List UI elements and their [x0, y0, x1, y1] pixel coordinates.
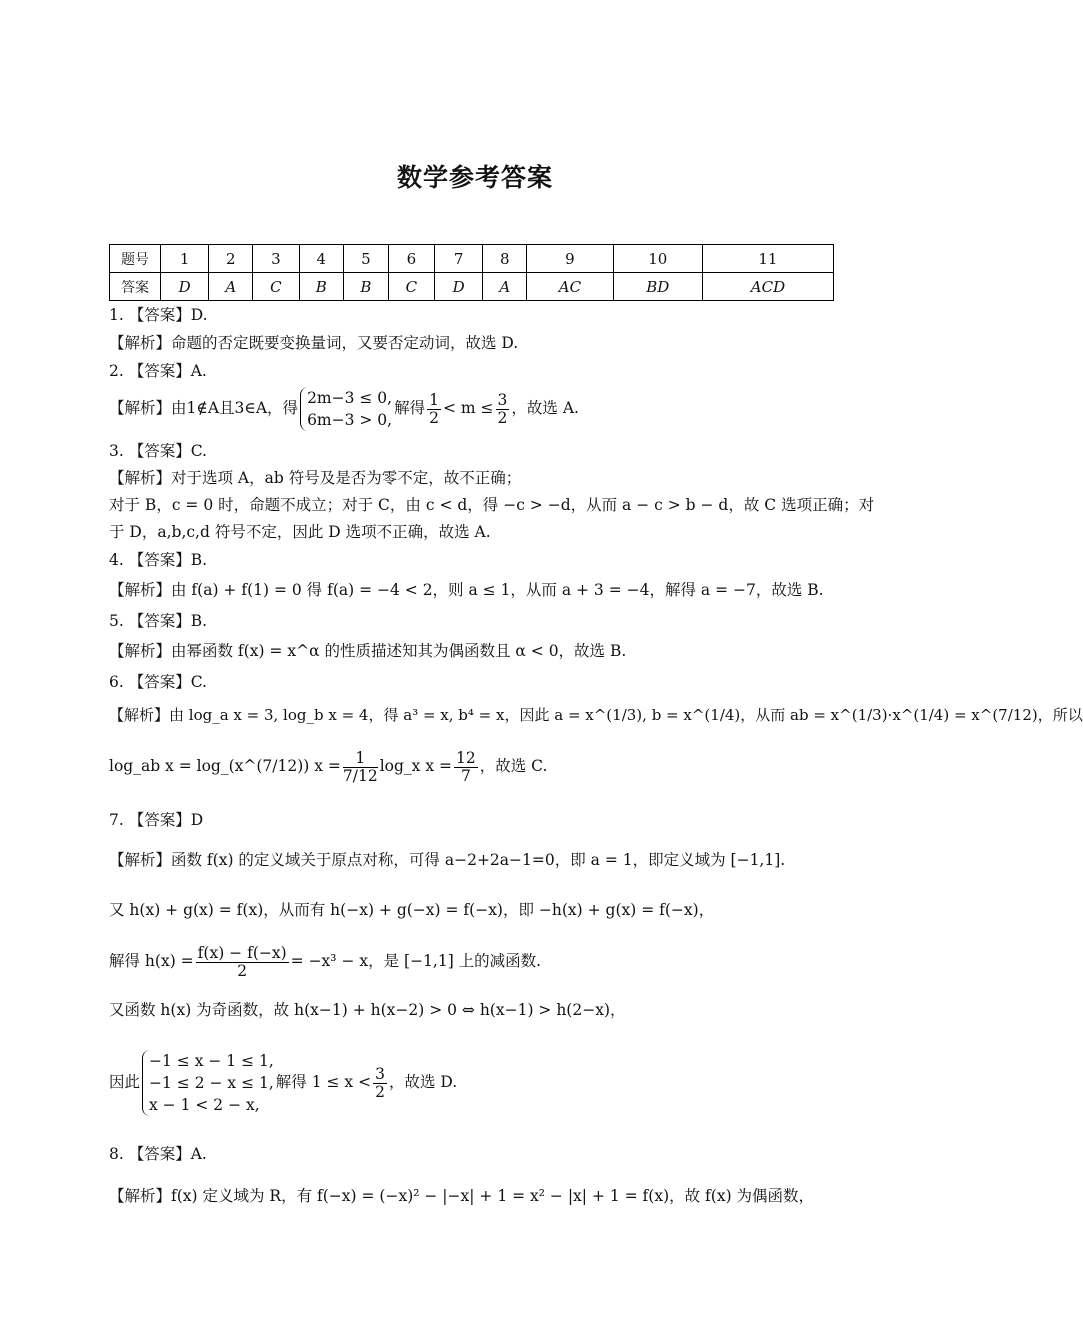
denominator: 2: [375, 1082, 385, 1101]
solution-line-3c: 于 D，a,b,c,d 符号不定，因此 D 选项不正确，故选 A.: [109, 523, 491, 541]
system-row: 2m−3 ≤ 0,: [307, 389, 393, 407]
number-cell: 11: [702, 245, 833, 273]
denominator: 7/12: [342, 766, 378, 785]
answer-line-2: 2. 【答案】A.: [109, 362, 207, 380]
denominator: 7: [460, 766, 471, 785]
text-span: ，故选 A.: [511, 399, 579, 417]
system-row: −1 ≤ x − 1 ≤ 1,: [149, 1052, 274, 1070]
inequality-system: [300, 387, 392, 431]
fraction: [496, 392, 510, 427]
text-span: ，故选 C.: [479, 757, 548, 775]
number-cell: 8: [483, 245, 527, 273]
solution-line-3b: 对于 B，c = 0 时，命题不成立；对于 C，由 c < d，得 −c > −d，从而 a − c > b − d，故 C 选项正确；对: [109, 496, 875, 514]
answer-cell: D: [435, 273, 483, 301]
solution-line-7b: 又 h(x) + g(x) = f(x)，从而有 h(−x) + g(−x) = f(−x)，即 −h(x) + g(x) = f(−x)，: [109, 901, 715, 919]
numerator: 1: [429, 390, 439, 409]
solution-line-1: 【解析】命题的否定既要变换量词，又要否定动词，故选 D.: [109, 334, 519, 352]
number-cell: 7: [435, 245, 483, 273]
text-span: 因此: [109, 1073, 141, 1091]
fraction: [196, 945, 289, 980]
table-row: [110, 245, 834, 273]
number-cell: 6: [388, 245, 434, 273]
system-row: x − 1 < 2 − x,: [149, 1096, 260, 1114]
solution-line-8: 【解析】f(x) 定义域为 R，有 f(−x) = (−x)² − |−x| + 1 = x² − |x| + 1 = f(x)，故 f(x) 为偶函数，: [109, 1187, 815, 1205]
numerator: 12: [456, 748, 476, 767]
answer-line-7: 7. 【答案】D: [109, 811, 204, 829]
number-cell: 10: [613, 245, 702, 273]
answer-line-5: 5. 【答案】B.: [109, 612, 208, 630]
text-span: 解得 h(x) =: [109, 952, 194, 970]
number-cell: 9: [527, 245, 613, 273]
denominator: 2: [497, 408, 508, 427]
answer-line-1: 1. 【答案】D.: [109, 306, 208, 324]
answer-cell: A: [209, 273, 253, 301]
answer-cell: AC: [527, 273, 613, 301]
solution-line-7d: 又函数 h(x) 为奇函数，故 h(x−1) + h(x−2) > 0 ⇔ h(x−1) > h(2−x)，: [109, 1001, 626, 1019]
solution-line-2: [109, 384, 579, 432]
answer-cell: C: [388, 273, 434, 301]
answer-label-cell: 答案: [110, 273, 161, 301]
system-row: 6m−3 > 0,: [307, 411, 393, 429]
solution-line-6b: [109, 738, 547, 794]
text-span: < m ≤: [443, 399, 494, 417]
denominator: 2: [429, 408, 439, 427]
number-cell: 3: [253, 245, 299, 273]
fraction: [454, 750, 478, 785]
answer-line-8: 8. 【答案】A.: [109, 1145, 207, 1163]
answer-cell: B: [299, 273, 344, 301]
system-row: −1 ≤ 2 − x ≤ 1,: [149, 1074, 274, 1092]
answer-cell: ACD: [702, 273, 833, 301]
answer-cell: BD: [613, 273, 702, 301]
solution-line-4: 【解析】由 f(a) + f(1) = 0 得 f(a) = −4 < 2，则 a ≤ 1，从而 a + 3 = −4，解得 a = −7，故选 B.: [109, 581, 824, 599]
text-span: 解得: [394, 399, 426, 417]
text-span: log_ab x = log_(x^(7/12)) x =: [109, 757, 341, 775]
fraction: [343, 750, 378, 785]
solution-line-6a: 【解析】由 log_a x = 3, log_b x = 4，得 a³ = x, b⁴ = x，因此 a = x^(1/3), b = x^(1/4)，从而 ab = x^(1/3)·x^(1/4) = x^(7/12)，所以: [109, 706, 1083, 724]
fraction: [373, 1066, 387, 1101]
fraction: [427, 392, 441, 427]
number-cell: 4: [299, 245, 344, 273]
page-title: 数学参考答案: [396, 163, 553, 192]
inequality-system: [142, 1050, 274, 1116]
text-span: 【解析】由1∉A且3∈A，得: [109, 399, 299, 417]
answer-cell: C: [253, 273, 299, 301]
solution-line-7e: [109, 1046, 457, 1118]
solution-line-5: 【解析】由幂函数 f(x) = x^α 的性质描述知其为偶函数且 α < 0，故选 B.: [109, 642, 627, 660]
text-span: ，故选 D.: [388, 1073, 458, 1091]
numerator: 3: [375, 1064, 385, 1083]
answer-line-6: 6. 【答案】C.: [109, 673, 207, 691]
text-span: log_x x =: [379, 757, 453, 775]
denominator: 2: [237, 961, 248, 980]
answer-cell: D: [161, 273, 209, 301]
solution-line-7a: 【解析】函数 f(x) 的定义域关于原点对称，可得 a−2+2a−1=0，即 a = 1，即定义域为 [−1,1].: [109, 851, 786, 869]
text-span: 解得 1 ≤ x <: [275, 1073, 372, 1091]
number-cell: 1: [161, 245, 209, 273]
header-label-cell: 题号: [110, 245, 161, 273]
numerator: 1: [343, 750, 378, 768]
answer-line-3: 3. 【答案】C.: [109, 442, 207, 460]
numerator: f(x) − f(−x): [197, 943, 287, 962]
text-span: = −x³ − x，是 [−1,1] 上的减函数.: [290, 952, 542, 970]
answer-line-4: 4. 【答案】B.: [109, 551, 208, 569]
answer-table: [109, 244, 834, 301]
number-cell: 5: [344, 245, 389, 273]
number-cell: 2: [209, 245, 253, 273]
table-row: [110, 273, 834, 301]
solution-line-7c: [109, 938, 541, 984]
answer-cell: B: [344, 273, 389, 301]
answer-cell: A: [483, 273, 527, 301]
solution-line-3a: 【解析】对于选项 A，ab 符号及是否为零不定，故不正确；: [109, 469, 522, 487]
numerator: 3: [497, 390, 508, 409]
